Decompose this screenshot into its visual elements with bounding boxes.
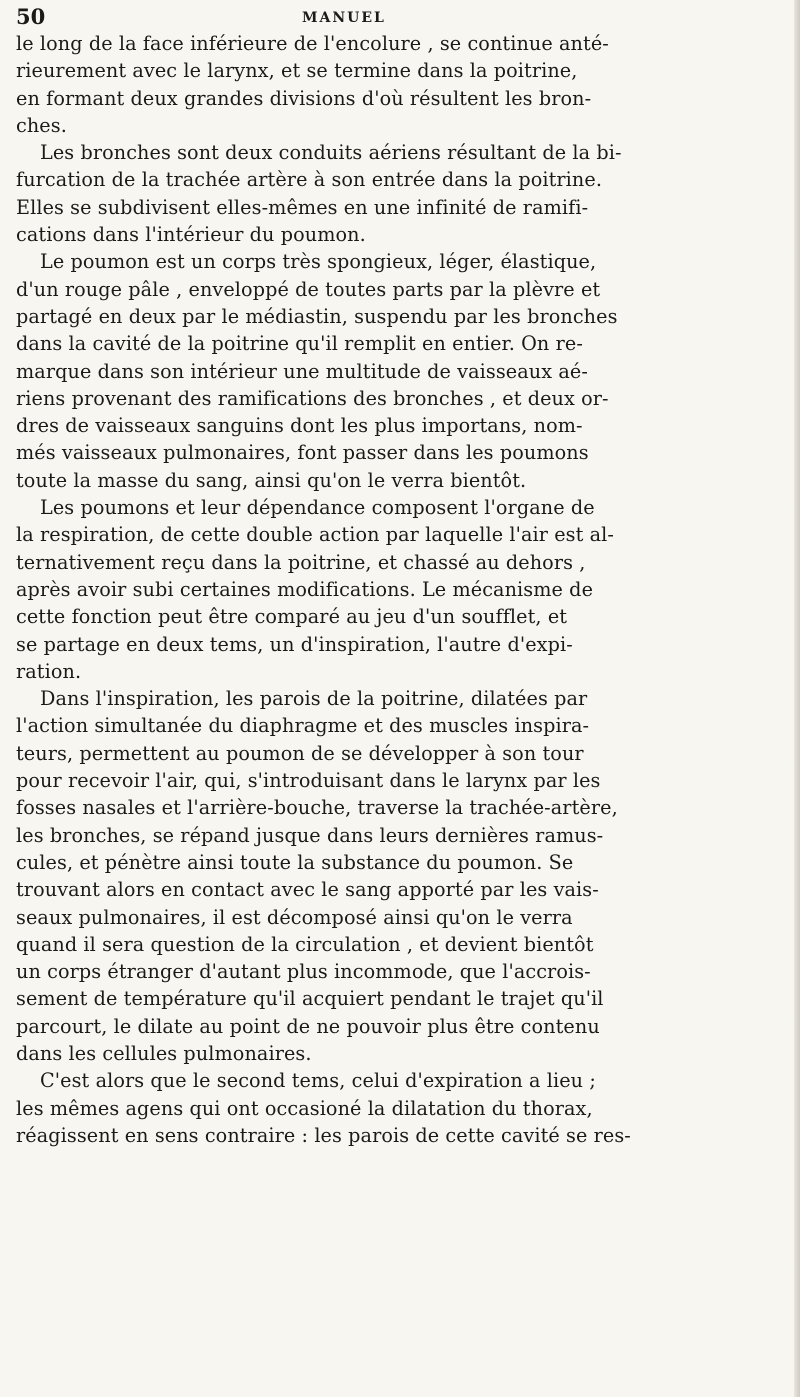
text-line: ration. <box>16 659 82 683</box>
text-line: fosses nasales et l'arrière-bouche, traverse la trachée-artère, <box>16 796 618 820</box>
text-line: les bronches, se répand jusque dans leurs dernières ramus- <box>16 823 604 847</box>
paragraph-2 <box>16 139 788 248</box>
text-line: Les bronches sont deux conduits aériens résultant de la bi- <box>40 141 622 165</box>
text-line: un corps étranger d'autant plus incommode, que l'accrois- <box>16 960 591 984</box>
paragraph-4 <box>16 494 788 685</box>
page-edge-shadow <box>794 0 800 1397</box>
text-line: dans la cavité de la poitrine qu'il remplit en entier. On re- <box>16 332 583 356</box>
text-line: Le poumon est un corps très spongieux, léger, élastique, <box>40 250 597 274</box>
text-line: riens provenant des ramifications des bronches , et deux or- <box>16 386 609 410</box>
text-line: ternativement reçu dans la poitrine, et chassé au dehors , <box>16 550 586 574</box>
text-line: partagé en deux par le médiastin, suspendu par les bronches <box>16 304 618 328</box>
text-line: rieurement avec le larynx, et se termine dans la poitrine, <box>16 59 578 83</box>
body-text <box>16 30 788 1149</box>
text-line: après avoir subi certaines modifications. Le mécanisme de <box>16 577 594 601</box>
paragraph-5 <box>16 685 788 1067</box>
text-line: parcourt, le dilate au point de ne pouvoir plus être contenu <box>16 1014 600 1038</box>
text-line: se partage en deux tems, un d'inspiration, l'autre d'expi- <box>16 632 573 656</box>
page-number: 50 <box>16 4 46 29</box>
text-line: cette fonction peut être comparé au jeu d'un soufflet, et <box>16 605 568 629</box>
text-line: les mêmes agens qui ont occasioné la dilatation du thorax, <box>16 1096 593 1120</box>
text-line: teurs, permettent au poumon de se développer à son tour <box>16 741 584 765</box>
text-line: trouvant alors en contact avec le sang apporté par les vais- <box>16 878 599 902</box>
text-line: d'un rouge pâle , enveloppé de toutes parts par la plèvre et <box>16 277 601 301</box>
text-line: toute la masse du sang, ainsi qu'on le verra bientôt. <box>16 468 527 492</box>
text-line: pour recevoir l'air, qui, s'introduisant dans le larynx par les <box>16 769 601 793</box>
text-line: seaux pulmonaires, il est décomposé ainsi qu'on le verra <box>16 905 573 929</box>
text-line: Elles se subdivisent elles-mêmes en une infinité de ramifi- <box>16 195 589 219</box>
text-line: le long de la face inférieure de l'encolure , se continue anté- <box>16 32 609 55</box>
text-line: réagissent en sens contraire : les parois de cette cavité se res- <box>16 1123 631 1147</box>
text-line: dres de vaisseaux sanguins dont les plus importans, nom- <box>16 414 583 438</box>
text-line: l'action simultanée du diaphragme et des muscles inspira- <box>16 714 590 738</box>
text-line: dans les cellules pulmonaires. <box>16 1041 312 1065</box>
paragraph-6 <box>16 1067 788 1149</box>
text-line: marque dans son intérieur une multitude de vaisseaux aé- <box>16 359 588 383</box>
text-line: més vaisseaux pulmonaires, font passer dans les poumons <box>16 441 589 465</box>
text-line: quand il sera question de la circulation , et devient bientôt <box>16 932 594 956</box>
text-line: sement de température qu'il acquiert pendant le trajet qu'il <box>16 987 604 1011</box>
text-line: Dans l'inspiration, les parois de la poitrine, dilatées par <box>40 687 588 711</box>
text-line: en formant deux grandes divisions d'où résultent les bron- <box>16 86 592 110</box>
paragraph-3 <box>16 248 788 494</box>
text-line: cules, et pénètre ainsi toute la substance du poumon. Se <box>16 850 574 874</box>
text-line: cations dans l'intérieur du poumon. <box>16 223 366 247</box>
text-line: furcation de la trachée artère à son entrée dans la poitrine. <box>16 168 603 192</box>
running-title: MANUEL <box>302 10 386 26</box>
text-line: ches. <box>16 113 67 137</box>
text-line: la respiration, de cette double action par laquelle l'air est al- <box>16 523 614 547</box>
paragraph-1 <box>16 30 788 139</box>
text-line: Les poumons et leur dépendance composent l'organe de <box>40 496 595 520</box>
text-line: C'est alors que le second tems, celui d'expiration a lieu ; <box>40 1069 596 1093</box>
